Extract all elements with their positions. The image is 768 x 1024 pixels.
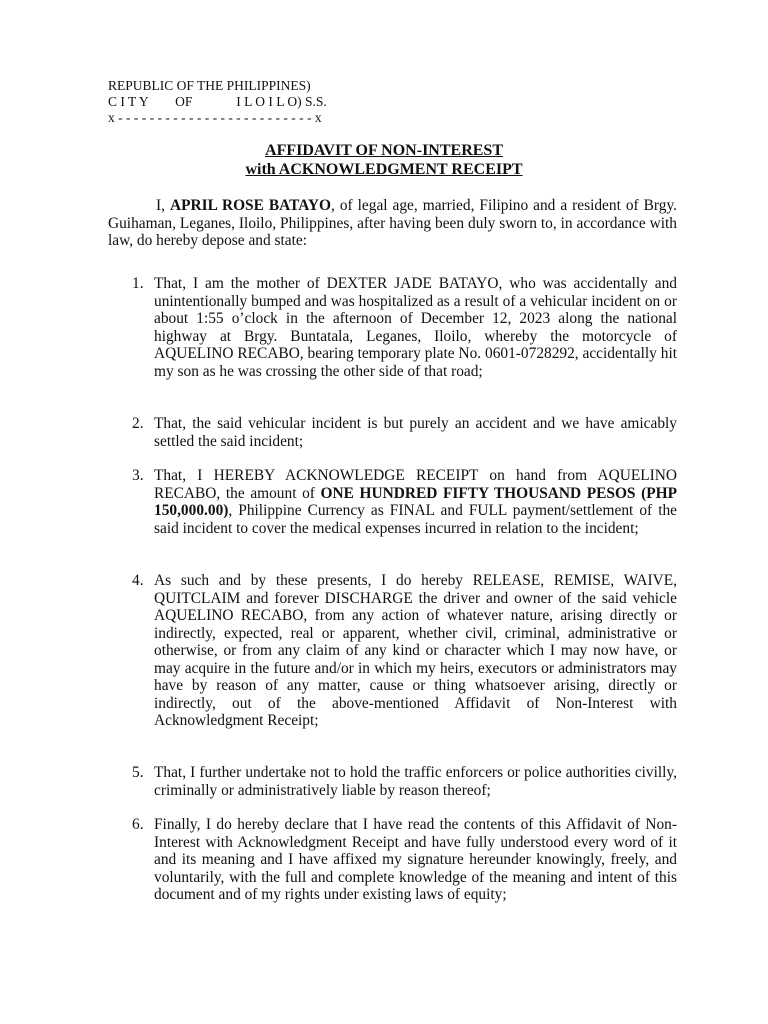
item-text-part-1: That, I HEREBY ACKNOWLEDGE RECEIPT on hand from AQUELINO RECABO, the amount of [154,467,677,502]
caption-republic: REPUBLIC OF THE PHILIPPINES) [108,78,311,93]
item-number: 1. [132,275,144,292]
title-line-2: with ACKNOWLEDGMENT RECEIPT [245,161,523,178]
intro-lead: I, [156,197,170,214]
list-item [108,415,677,450]
item-text-part-2: , Philippine Currency as FINAL and FULL payment/settlement of the said incident to cover the medical expenses incurred in relation to the incident; [154,502,677,537]
caption-city: C I T Y OF I L O I L O) S.S. [108,94,327,109]
list-item [108,764,677,799]
venue-caption [108,78,327,126]
item-text [154,467,677,537]
amount-bold: ONE HUNDRED FIFTY THOUSAND PESOS (PHP 150,000.00) [154,484,678,519]
item-text: Finally, I do hereby declare that I have read the contents of this Affidavit of Non-Interest with Acknowledgment Receipt and have fully understood every word of it and its meaning and I have affixed my signature hereunder knowingly, freely, and voluntarily, with the full and complete knowledge of the meaning and intent of this document and of my rights under existing laws of equity; [154,816,677,903]
list-item [108,816,677,904]
title-line-1: AFFIDAVIT OF NON-INTEREST [265,142,503,159]
item-text: As such and by these presents, I do hereby RELEASE, REMISE, WAIVE, QUITCLAIM and forever DISCHARGE the driver and owner of the said vehicle AQUELINO RECABO, from any action of whatever nature, arising directly or indirectly, expected, real or apparent, whether civil, criminal, administrative or otherwise, or from any claim of any kind or character which I may now have, or may acquire in the future and/or in which my heirs, executors or administrators may have by reason of any matter, cause or thing whatsoever arising, directly or indirectly, out of the above-mentioned Affidavit of Non-Interest with Acknowledgment Receipt; [154,572,677,729]
list-item [108,467,677,537]
list-item [108,572,677,730]
item-number: 4. [132,572,144,589]
item-number: 6. [132,816,144,833]
item-text: That, the said vehicular incident is but purely an accident and we have amicably settled the said incident; [154,415,677,450]
caption-separator: x - - - - - - - - - - - - - - - - - - - - - - - - - x [108,110,322,125]
item-text: That, I am the mother of DEXTER JADE BATAYO, who was accidentally and unintentionally bumped and was hospitalized as a result of a vehicular incident on or about 1:55 o’clock in the afternoon of December 12, 2023 along the national highway at Brgy. Buntatala, Leganes, Iloilo, whereby the motorcycle of AQUELINO RECABO, bearing temporary plate No. 0601-0728292, accidentally hit my son as he was crossing the other side of that road; [154,275,677,380]
item-number: 5. [132,764,144,781]
item-text: That, I further undertake not to hold the traffic enforcers or police authorities civilly, criminally or administratively liable by reason thereof; [154,764,677,799]
intro-paragraph [108,197,677,250]
item-number: 2. [132,415,144,432]
list-item [108,275,677,380]
document-title [0,141,768,179]
affiant-name: APRIL ROSE BATAYO [169,197,332,214]
item-number: 3. [132,467,144,484]
intro-rest: , of legal age, married, Filipino and a resident of Brgy. Guihaman, Leganes, Iloilo, Philippines, after having been duly sworn to, in accordance with law, do hereby depose and state: [108,197,677,249]
